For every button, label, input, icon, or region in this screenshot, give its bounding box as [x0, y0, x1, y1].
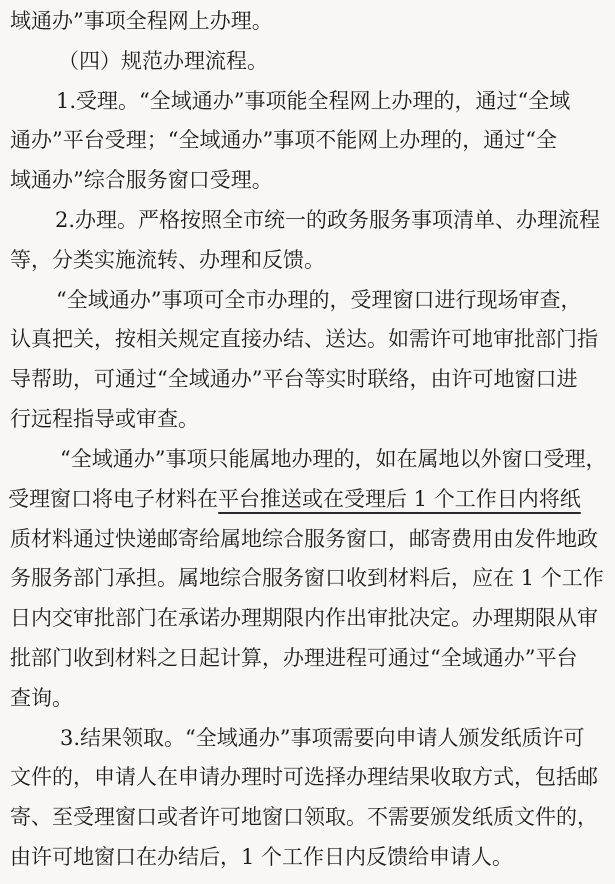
text-line-1: 域通办”事项全程网上办理。 [10, 9, 273, 33]
text-line-21: 寄、至受理窗口或者许可地窗口领取。不需要颁发纸质文件的， [10, 805, 598, 829]
text-line-4: 通办”平台受理；“全域通办”事项不能网上办理的，通过“全 [10, 128, 557, 152]
section-heading: （四）规范办理流程。 [58, 49, 268, 73]
text-line-5: 域通办”综合服务窗口受理。 [10, 168, 273, 192]
text-line-7: 等，分类实施流转、办理和反馈。 [10, 248, 325, 272]
text-line-13-start: 受理窗口将电子材料在 [8, 487, 218, 511]
text-line-3: 1.受理。“全域通办”事项能全程网上办理的，通过“全域 [56, 89, 571, 113]
text-line-13 [8, 482, 581, 516]
text-line-16: 日内交审批部门在承诺办理期限内作出审批决定。办理期限从审 [10, 606, 598, 630]
text-line-14: 质材料通过快递邮寄给属地综合服务窗口，邮寄费用由发件地政 [10, 527, 598, 551]
text-line-22: 由许可地窗口在办结后，1 个工作日内反馈给申请人。 [10, 845, 514, 869]
text-line-19: 3.结果领取。“全域通办”事项需要向申请人颁发纸质许可 [60, 726, 585, 750]
text-line-17: 批部门收到材料之日起计算，办理进程可通过“全域通办”平台 [10, 646, 578, 670]
text-line-8: “全域通办”事项可全市办理的，受理窗口进行现场审查， [56, 288, 582, 312]
text-line-6: 2.办理。严格按照全市统一的政务服务事项清单、办理流程 [55, 208, 601, 232]
text-line-12: “全域通办”事项只能属地办理的，如在属地以外窗口受理， [60, 447, 607, 471]
text-line-11: 行远程指导或审查。 [10, 407, 199, 431]
text-line-15: 务服务部门承担。属地综合服务窗口收到材料后，应在 1 个工作 [10, 566, 604, 590]
text-line-9: 认真把关，按相关规定直接办结、送达。如需许可地审批部门指 [10, 327, 598, 351]
underlined-phrase: 平台推送或在受理后 1 个工作日内将纸 [218, 487, 581, 511]
text-line-20: 文件的，申请人在申请办理时可选择办理结果收取方式，包括邮 [10, 765, 598, 789]
text-line-18: 查询。 [10, 686, 73, 710]
text-line-10: 导帮助，可通过“全域通办”平台等实时联络，由许可地窗口进 [10, 367, 578, 391]
